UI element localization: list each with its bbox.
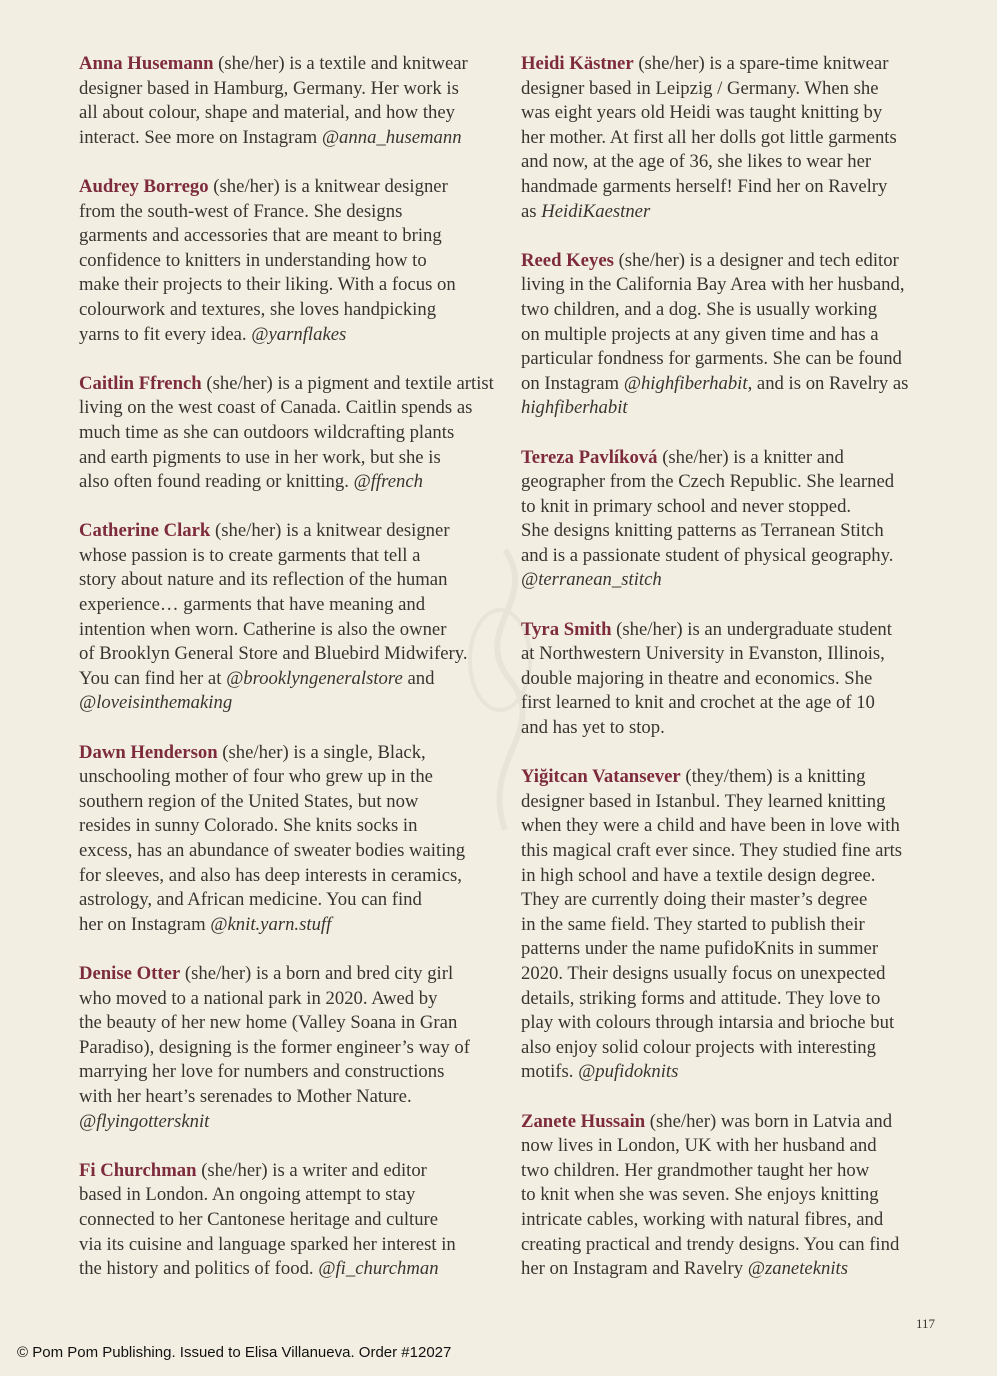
left-column <box>79 52 504 1306</box>
contributor-bio <box>79 52 504 150</box>
social-handle: HeidiKaestner <box>541 200 651 222</box>
bio-text: , and is on Ravelry as <box>747 372 909 394</box>
contributor-name: Caitlin Ffrench <box>79 372 202 394</box>
social-handle: @anna_husemann <box>321 126 462 148</box>
contributor-name: Dawn Henderson <box>79 741 218 763</box>
contributor-name: Tyra Smith <box>521 618 612 640</box>
social-handle: highfiberhabit <box>521 397 628 419</box>
contributor-bio <box>79 372 504 495</box>
contributor-name: Denise Otter <box>79 962 181 984</box>
contributor-bio <box>79 741 504 938</box>
right-column <box>521 52 946 1306</box>
contributor-name: Zanete Hussain <box>521 1110 646 1132</box>
social-handle: @ffrench <box>353 471 423 493</box>
contributor-bio <box>79 962 504 1134</box>
bio-text: (she/her) is a knitwear designer whose passion is to create garments that tell a story about nature and its reflection of the human experience… garments that have meaning and intention when worn. Catherine is also the owner of Brooklyn General Store and Bluebird Midwifery. You can find her at <box>79 520 468 689</box>
page-number: 117 <box>916 1316 936 1331</box>
contributor-bio <box>521 249 946 421</box>
social-handle: @fi_churchman <box>318 1258 439 1280</box>
bio-text: (she/her) is a born and bred city girl who moved to a national park in 2020. Awed by the beauty of her new home (Valley Soana in Gran Paradiso), designing is the former engineer’s way of marrying her love for numbers and constructions with her heart’s serenades to Mother Nature. <box>79 962 470 1107</box>
contributor-bio <box>521 765 946 1085</box>
bio-text: (she/her) is a pigment and textile artist living on the west coast of Canada. Caitlin spends as much time as she can outdoors wildcrafting plants and earth pigments to use in her work, but she is also often found reading or knitting. <box>79 372 494 493</box>
social-handle: @terranean_stitch <box>521 569 662 591</box>
contributor-name: Catherine Clark <box>79 520 211 542</box>
bio-text: (they/them) is a knitting designer based in Istanbul. They learned knitting when they were a child and have been in love with this magical craft ever since. They studied fine arts in high school and have a textile design degree. They are currently doing their master’s degree in the same field. They started to publish their patterns under the name pufidoKnits in summer 2020. Their designs usually focus on unexpected details, striking forms and attitude. They love to play with colours through intarsia and brioche but also enjoy solid colour projects with interesting motifs. <box>521 766 903 1083</box>
bio-text: and <box>407 667 435 689</box>
contributor-name: Anna Husemann <box>79 53 214 74</box>
social-handle: @loveisinthemaking <box>79 692 233 714</box>
social-handle: @yarnflakes <box>251 323 347 345</box>
contributor-bio <box>79 519 504 716</box>
bio-text: (she/her) is a knitwear designer from the south-west of France. She designs garments and accessories that are meant to bring confidence to knitters in understanding how to make their projects to their liking. With a focus on colourwork and textures, she loves handpicking yarns to fit every idea. <box>79 175 456 345</box>
bio-text: (she/her) is a knitter and geographer from the Czech Republic. She learned to knit in primary school and never stopped. She designs knitting patterns as Terranean Stitch and is a passionate student of physical geography. <box>521 446 895 566</box>
contributor-bio <box>521 52 946 224</box>
bio-text: (she/her) was born in Latvia and now lives in London, UK with her husband and two children. Her grandmother taught her how to knit when she was seven. She enjoys knitting intricate cables, working with natural fibres, and creating practical and trendy designs. You can find her on Instagram and Ravelry <box>521 1110 900 1280</box>
bio-text: (she/her) is a single, Black, unschooling mother of four who grew up in the southern region of the United States, but now resides in sunny Colorado. She knits socks in excess, has an abundance of sweater bodies waiting for sleeves, and also has deep interests in ceramics, astrology, and African medicine. You can find her on Instagram <box>79 741 466 935</box>
social-handle: @brooklyngeneralstore <box>226 667 403 689</box>
contributor-name: Tereza Pavlíková <box>521 446 658 468</box>
contributor-name: Audrey Borrego <box>79 175 209 197</box>
contributor-name: Reed Keyes <box>521 249 614 271</box>
bio-text: (she/her) is a designer and tech editor living in the California Bay Area with her husband, two children, and a dog. She is usually working on multiple projects at any given time and has a particular fondness for garments. She can be found on Instagram <box>521 249 905 394</box>
social-handle: @knit.yarn.stuff <box>210 913 332 935</box>
social-handle: @highfiberhabit <box>623 372 748 394</box>
contributor-name: Yiğitcan Vatansever <box>521 766 681 788</box>
contributor-bio <box>521 1110 946 1282</box>
contributor-bio <box>79 1159 504 1282</box>
copyright-footer: © Pom Pom Publishing. Issued to Elisa Villanueva. Order #12027 <box>17 1344 452 1361</box>
social-handle: @zaneteknits <box>747 1258 849 1280</box>
social-handle: @flyingottersknit <box>79 1110 210 1132</box>
bio-text: (she/her) is a textile and knitwear designer based in Hamburg, Germany. Her work is all about colour, shape and material, and how they interact. See more on Instagram <box>79 53 468 148</box>
bio-text: (she/her) is a writer and editor based in London. An ongoing attempt to stay connected to her Cantonese heritage and culture via its cuisine and language sparked her interest in the history and politics of food. <box>79 1159 456 1280</box>
contributor-bio <box>521 446 946 594</box>
contributor-name: Fi Churchman <box>79 1159 197 1181</box>
contributor-bio <box>521 618 946 741</box>
bio-text: (she/her) is a spare-time knitwear designer based in Leipzig / Germany. When she was eight years old Heidi was taught knitting by her mother. At first all her dolls got little garments and now, at the age of 36, she likes to wear her handmade garments herself! Find her on Ravelry as <box>521 53 897 222</box>
social-handle: @pufidoknits <box>578 1061 679 1083</box>
bio-text: (she/her) is an undergraduate student at Northwestern University in Evanston, Illinois, double majoring in theatre and economics. She first learned to knit and crochet at the age of 10 and has yet to stop. <box>521 618 892 739</box>
contributor-bio <box>79 175 504 347</box>
contributor-name: Heidi Kästner <box>521 53 634 74</box>
